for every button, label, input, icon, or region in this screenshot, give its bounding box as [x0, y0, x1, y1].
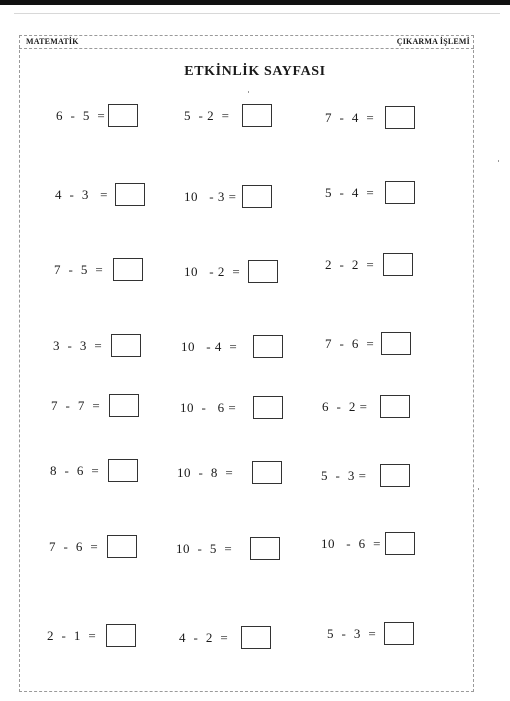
answer-box[interactable]: [111, 334, 141, 357]
answer-box[interactable]: [384, 622, 414, 645]
answer-box[interactable]: [107, 535, 137, 558]
problem-r5-c2: [180, 396, 285, 420]
problem-r1-c2: [184, 104, 279, 128]
answer-box[interactable]: [385, 532, 415, 555]
worksheet-title: ETKİNLİK SAYFASI: [184, 64, 326, 79]
problem-r7-c2: [176, 537, 282, 561]
answer-box[interactable]: [253, 335, 283, 358]
header-divider: [19, 48, 474, 49]
scan-speck: [478, 488, 479, 490]
answer-box[interactable]: [109, 394, 139, 417]
answer-box[interactable]: [385, 181, 415, 204]
problem-expression: 10 - 6 =: [321, 536, 381, 551]
answer-box[interactable]: [242, 185, 272, 208]
answer-box[interactable]: [381, 332, 411, 355]
problem-expression: 2 - 1 =: [47, 628, 97, 643]
problem-expression: 3 - 3 =: [53, 338, 103, 353]
problem-expression: 6 - 2 =: [322, 399, 368, 414]
problem-r4-c3: [325, 332, 415, 356]
problem-r5-c1: [51, 394, 143, 418]
problem-r2-c3: [325, 181, 418, 205]
scan-speck: [248, 91, 249, 93]
problem-r7-c3: [321, 532, 418, 556]
problem-r8-c1: [47, 624, 139, 648]
problem-r5-c3: [322, 395, 412, 419]
problem-r1-c3: [325, 106, 420, 130]
problem-expression: 8 - 6 =: [50, 463, 100, 478]
answer-box[interactable]: [106, 624, 136, 647]
answer-box[interactable]: [248, 260, 278, 283]
problem-expression: 5 - 3 =: [327, 626, 377, 641]
problem-r7-c1: [49, 535, 141, 559]
answer-box[interactable]: [113, 258, 143, 281]
problem-expression: 4 - 2 =: [179, 630, 229, 645]
problem-r4-c2: [181, 335, 285, 359]
problem-r6-c1: [50, 459, 142, 483]
answer-box[interactable]: [250, 537, 280, 560]
answer-box[interactable]: [241, 626, 271, 649]
problem-r8-c2: [179, 626, 273, 650]
problem-expression: 5 - 2 =: [184, 108, 230, 123]
topic-label: ÇIKARMA İŞLEMİ: [396, 37, 470, 46]
problem-r2-c2: [184, 185, 276, 209]
problem-expression: 7 - 4 =: [325, 110, 375, 125]
answer-box[interactable]: [115, 183, 145, 206]
scan-top-edge: [0, 0, 510, 5]
answer-box[interactable]: [380, 464, 410, 487]
subject-label: MATEMATİK: [26, 37, 79, 46]
problem-expression: 7 - 7 =: [51, 398, 101, 413]
problem-expression: 2 - 2 =: [325, 257, 375, 272]
problem-expression: 10 - 3 =: [184, 189, 237, 204]
problem-expression: 7 - 6 =: [325, 336, 375, 351]
problem-expression: 4 - 3 =: [55, 187, 108, 202]
problem-expression: 5 - 3 =: [321, 468, 367, 483]
answer-box[interactable]: [252, 461, 282, 484]
answer-box[interactable]: [385, 106, 415, 129]
answer-box[interactable]: [253, 396, 283, 419]
problem-expression: 10 - 8 =: [177, 465, 234, 480]
problem-r1-c1: [56, 104, 146, 128]
problem-expression: 5 - 4 =: [325, 185, 375, 200]
answer-box[interactable]: [383, 253, 413, 276]
problem-r6-c3: [321, 464, 411, 488]
answer-box[interactable]: [108, 459, 138, 482]
problem-r2-c1: [55, 183, 147, 207]
answer-box[interactable]: [242, 104, 272, 127]
problem-r6-c2: [177, 461, 285, 485]
problem-expression: 10 - 5 =: [176, 541, 233, 556]
problem-expression: 7 - 5 =: [54, 262, 104, 277]
problem-r3-c2: [184, 260, 280, 284]
answer-box[interactable]: [380, 395, 410, 418]
problem-r8-c3: [327, 622, 417, 646]
problem-expression: 6 - 5 =: [56, 108, 106, 123]
problem-r3-c3: [325, 253, 415, 277]
problem-r3-c1: [54, 258, 144, 282]
scan-top-rule: [14, 13, 500, 14]
problem-expression: 7 - 6 =: [49, 539, 99, 554]
answer-box[interactable]: [108, 104, 138, 127]
problem-expression: 10 - 6 =: [180, 400, 237, 415]
scan-speck: [498, 160, 499, 162]
problem-expression: 10 - 4 =: [181, 339, 238, 354]
problem-r4-c1: [53, 334, 143, 358]
problem-expression: 10 - 2 =: [184, 264, 241, 279]
worksheet-frame: [19, 35, 474, 692]
